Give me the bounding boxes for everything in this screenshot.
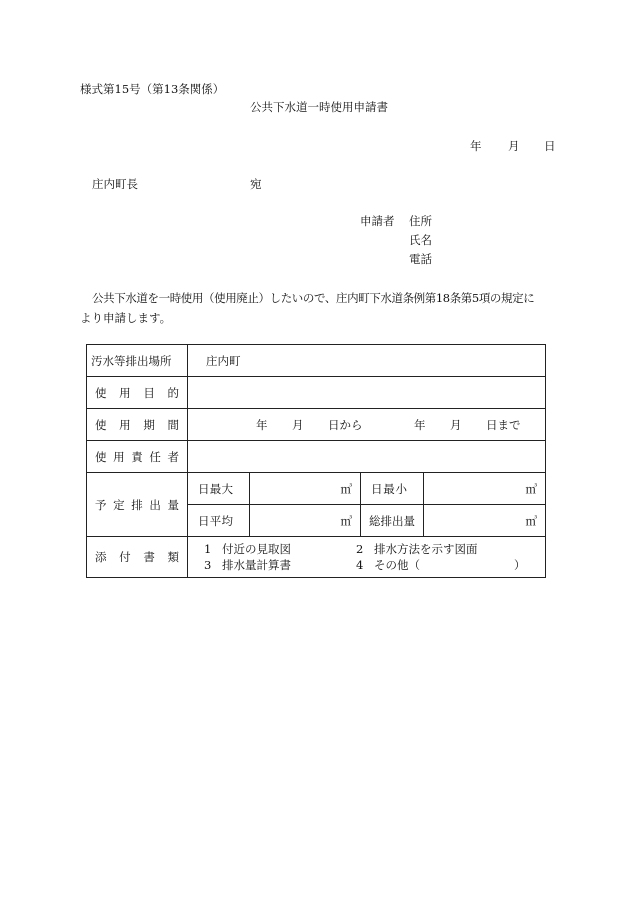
- period-start-month-label: 月: [292, 417, 304, 432]
- date-day-label: 日: [544, 139, 556, 153]
- discharge-label-char-5: 量: [167, 497, 179, 512]
- applicant-phone-label: 電話: [409, 252, 432, 266]
- discharge-label-char-3: 排: [131, 497, 143, 512]
- location-value: 庄内町: [206, 353, 241, 368]
- location-value-cell[interactable]: [188, 345, 546, 377]
- period-end-month-label: 月: [450, 417, 462, 432]
- purpose-label-char-2: 用: [119, 385, 131, 400]
- attachment-1-num: 1: [204, 542, 212, 556]
- discharge-label-char-4: 出: [149, 497, 161, 512]
- attachments-label-cell: [87, 537, 188, 578]
- purpose-label-cell: [87, 377, 188, 409]
- period-value-cell[interactable]: [188, 409, 546, 441]
- location-label-cell: [87, 345, 188, 377]
- manager-value-cell[interactable]: [188, 441, 546, 473]
- purpose-label-char-4: 的: [167, 385, 179, 400]
- daily-min-char-2: 最: [383, 481, 395, 496]
- daily-avg-char-3: 均: [221, 513, 233, 528]
- table-row-discharge-1: [87, 473, 546, 505]
- daily-max-char-3: 大: [221, 481, 233, 496]
- table-row-period: [87, 409, 546, 441]
- manager-label-char-5: 者: [167, 449, 179, 464]
- daily-min-label-cell: [361, 473, 424, 505]
- daily-min-label: [369, 481, 415, 497]
- period-label-cell: [87, 409, 188, 441]
- daily-max-unit: ㎥: [340, 481, 352, 496]
- period-label-char-2: 用: [119, 417, 131, 432]
- purpose-label-char-1: 使: [95, 385, 107, 400]
- daily-min-char-3: 小: [395, 481, 407, 496]
- attachments-row-2: [204, 557, 537, 573]
- period-label-char-1: 使: [95, 417, 107, 432]
- daily-avg-unit: ㎥: [340, 513, 352, 528]
- discharge-label-char-1: 予: [95, 497, 107, 512]
- table-row-manager: [87, 441, 546, 473]
- date-month-label: 月: [508, 139, 520, 153]
- application-table: [86, 344, 546, 578]
- applicant-address-label: 住所: [409, 214, 432, 228]
- discharge-label: [91, 497, 183, 513]
- date-year-label: 年: [470, 139, 482, 153]
- daily-avg-char-1: 日: [198, 513, 210, 528]
- manager-label-char-3: 責: [131, 449, 143, 464]
- attachments-list-cell: [188, 537, 546, 578]
- purpose-value-cell[interactable]: [188, 377, 546, 409]
- daily-min-unit: ㎥: [525, 481, 537, 496]
- daily-min-value-cell[interactable]: [424, 473, 546, 505]
- attachments-label-char-1: 添: [95, 550, 107, 564]
- attachments-label: [91, 549, 183, 565]
- location-label: 汚水等排出場所: [91, 353, 172, 368]
- table-row-location: [87, 345, 546, 377]
- manager-label-cell: [87, 441, 188, 473]
- body-text-line-2: より申請します。: [80, 311, 172, 325]
- attachment-1-text: 付近の見取図: [222, 542, 291, 556]
- body-text-line-1: 公共下水道を一時使用（使用廃止）したいので、庄内町下水道条例第18条第5項の規定に: [92, 291, 535, 305]
- period-fields: [196, 417, 537, 433]
- purpose-label-char-3: 目: [143, 385, 155, 400]
- daily-avg-label: [196, 513, 241, 529]
- discharge-label-char-2: 定: [113, 497, 125, 512]
- daily-max-char-2: 最: [209, 481, 222, 496]
- total-discharge-unit: ㎥: [525, 513, 537, 528]
- document-title: 公共下水道一時使用申請書: [250, 100, 388, 114]
- form-number: 様式第15号（第13条関係）: [80, 82, 225, 96]
- daily-min-char-1: 日: [371, 481, 383, 496]
- period-end-year-label: 年: [414, 417, 426, 432]
- period-label-char-3: 期: [143, 417, 155, 432]
- period-label-char-4: 間: [167, 417, 179, 432]
- applicant-name-label: 氏名: [409, 233, 432, 247]
- daily-max-label-cell: [188, 473, 250, 505]
- addressee: 庄内町長: [92, 177, 138, 191]
- attachments-label-char-4: 類: [167, 550, 179, 564]
- manager-label-char-4: 任: [149, 449, 161, 464]
- applicant-label: 申請者: [360, 214, 395, 228]
- daily-avg-char-2: 平: [209, 513, 222, 528]
- attachment-4-num: 4: [356, 558, 364, 572]
- attachment-4-close-paren: ）: [514, 558, 526, 572]
- period-start-year-label: 年: [256, 417, 268, 432]
- daily-max-label: [196, 481, 241, 497]
- manager-label: [91, 449, 183, 465]
- attachment-4-text: その他（: [374, 558, 420, 572]
- period-start-day-label: 日から: [328, 417, 363, 432]
- table-row-purpose: [87, 377, 546, 409]
- daily-avg-label-cell: [188, 505, 250, 537]
- discharge-label-cell: [87, 473, 188, 537]
- manager-label-char-2: 用: [113, 449, 125, 464]
- total-discharge-label-cell: [361, 505, 424, 537]
- total-discharge-value-cell[interactable]: [424, 505, 546, 537]
- purpose-label: [91, 385, 183, 401]
- manager-label-char-1: 使: [95, 449, 107, 464]
- total-discharge-label: 総排出量: [369, 513, 415, 528]
- addressee-honorific: 宛: [250, 177, 262, 191]
- attachment-2-num: 2: [356, 542, 364, 556]
- attachments-label-char-3: 書: [143, 550, 155, 564]
- table-row-attachments: [87, 537, 546, 578]
- attachment-2-text: 排水方法を示す図面: [374, 542, 478, 556]
- attachments-row-1: [204, 541, 537, 557]
- daily-max-char-1: 日: [198, 481, 210, 496]
- daily-avg-value-cell[interactable]: [250, 505, 361, 537]
- period-end-day-label: 日まで: [486, 417, 521, 432]
- period-label: [91, 417, 183, 433]
- attachments-label-char-2: 付: [119, 550, 131, 564]
- attachment-3-num: 3: [204, 558, 212, 572]
- daily-max-value-cell[interactable]: [250, 473, 361, 505]
- attachment-3-text: 排水量計算書: [222, 558, 291, 572]
